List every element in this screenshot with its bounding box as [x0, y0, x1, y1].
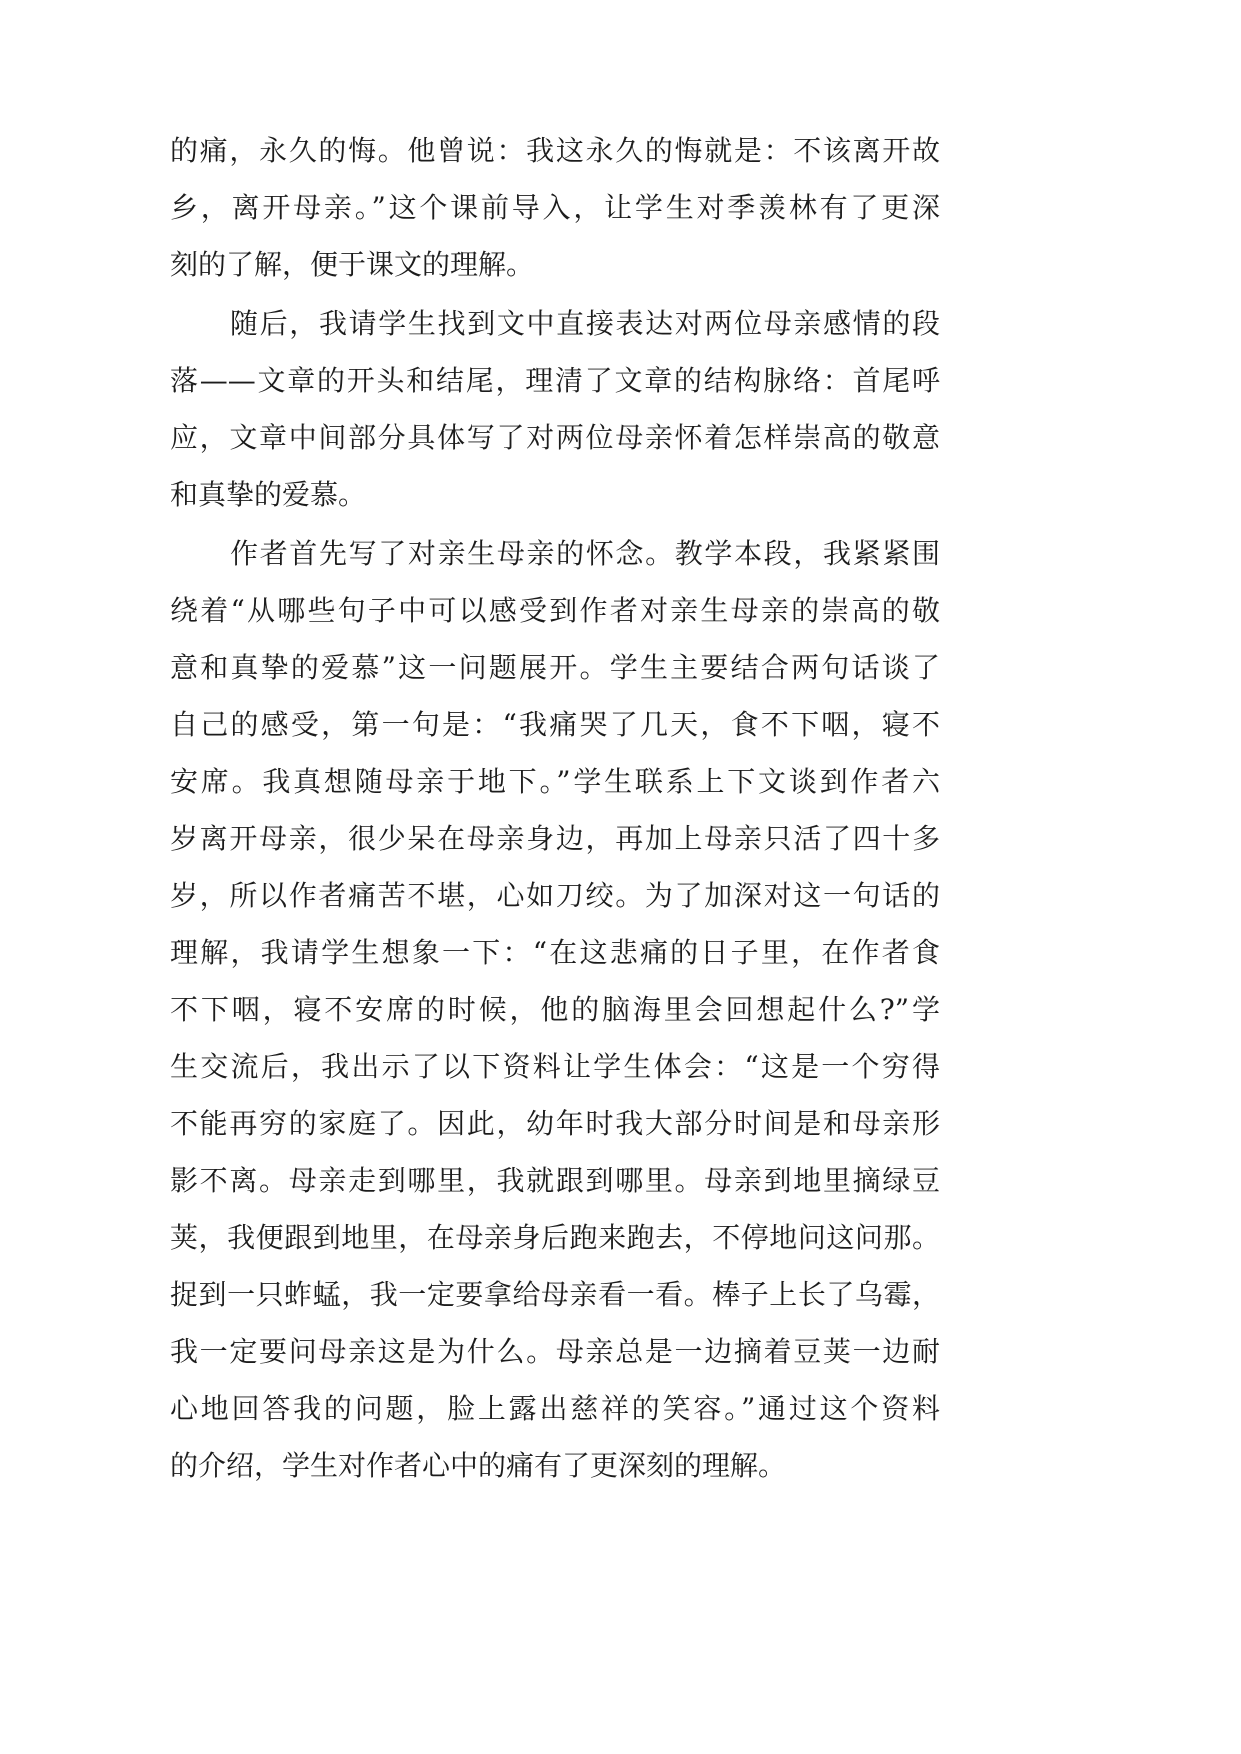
text-line: 随后，我请学生找到文中直接表达对两位母亲感情的段 — [230, 307, 940, 340]
text-line: 荚，我便跟到地里，在母亲身后跑来跑去，不停地问这问那。 — [170, 1221, 940, 1254]
paragraph — [170, 122, 940, 293]
text-line: 不下咽，寝不安席的时候，他的脑海里会回想起什么?”学 — [170, 993, 940, 1026]
text-line: 的介绍，学生对作者心中的痛有了更深刻的理解。 — [170, 1449, 787, 1482]
text-line: 不能再穷的家庭了。因此，幼年时我大部分时间是和母亲形 — [170, 1107, 940, 1140]
text-line: 乡，离开母亲。”这个课前导入，让学生对季羡林有了更深 — [170, 191, 940, 224]
text-line: 作者首先写了对亲生母亲的怀念。教学本段，我紧紧围 — [230, 537, 940, 570]
text-line: 的痛，永久的悔。他曾说：我这永久的悔就是：不该离开故 — [170, 134, 940, 167]
text-line: 和真挚的爱慕。 — [170, 478, 367, 511]
text-line: 落——文章的开头和结尾，理清了文章的结构脉络：首尾呼 — [170, 364, 940, 397]
text-line: 理解，我请学生想象一下：“在这悲痛的日子里，在作者食 — [170, 936, 940, 969]
paragraph — [170, 295, 940, 523]
paragraph — [170, 525, 940, 1494]
text-line: 心地回答我的问题，脸上露出慈祥的笑容。”通过这个资料 — [170, 1392, 940, 1425]
text-line: 刻的了解，便于课文的理解。 — [170, 248, 535, 281]
text-line: 岁离开母亲，很少呆在母亲身边，再加上母亲只活了四十多 — [170, 822, 940, 855]
text-line: 生交流后，我出示了以下资料让学生体会：“这是一个穷得 — [170, 1050, 940, 1083]
text-line: 岁，所以作者痛苦不堪，心如刀绞。为了加深对这一句话的 — [170, 879, 940, 912]
text-line: 自己的感受，第一句是：“我痛哭了几天，食不下咽，寝不 — [170, 708, 940, 741]
text-line: 绕着“从哪些句子中可以感受到作者对亲生母亲的崇高的敬 — [170, 594, 940, 627]
text-line: 意和真挚的爱慕”这一问题展开。学生主要结合两句话谈了 — [170, 651, 940, 684]
text-line: 捉到一只蚱蜢，我一定要拿给母亲看一看。棒子上长了乌霉， — [170, 1278, 940, 1311]
text-line: 应，文章中间部分具体写了对两位母亲怀着怎样崇高的敬意 — [170, 421, 940, 454]
text-line: 安席。我真想随母亲于地下。”学生联系上下文谈到作者六 — [170, 765, 940, 798]
document-body — [170, 122, 940, 1494]
text-line: 我一定要问母亲这是为什么。母亲总是一边摘着豆荚一边耐 — [170, 1335, 940, 1368]
text-line: 影不离。母亲走到哪里，我就跟到哪里。母亲到地里摘绿豆 — [170, 1164, 940, 1197]
